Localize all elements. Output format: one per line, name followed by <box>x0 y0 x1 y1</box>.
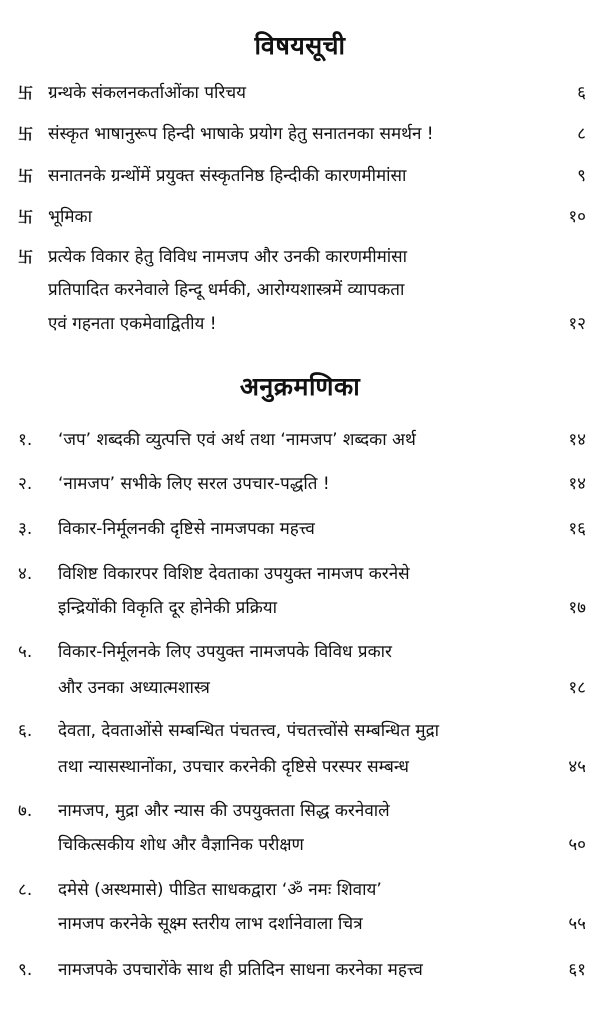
entry-text: दमेसे (अस्थमासे) पीडित साधकद्वारा ‘ॐ नमः शिवाय’ <box>58 880 382 900</box>
index-title: अनुक्रमणिका <box>239 372 361 401</box>
contents-title: विषयसूची <box>254 31 346 60</box>
entry-number: ३. <box>18 519 33 539</box>
entry-text: नामजप करनेके सूक्ष्म स्तरीय लाभ दर्शानेवाला चित्र <box>58 914 363 934</box>
entry-text: प्रतिपादित करनेवाले हिन्दू धर्मकी, आरोग्यशास्त्रमें व्यापकता <box>48 280 405 300</box>
entry-page: १६ <box>568 519 586 539</box>
entry-page: १४ <box>568 474 586 494</box>
swastika-icon: 卐 <box>18 248 34 266</box>
entry-number: ६. <box>18 721 33 741</box>
entry-text: संस्कृत भाषानुरूप हिन्दी भाषाके प्रयोग हेतु सनातनका समर्थन ! <box>48 124 434 144</box>
entry-number: ७. <box>18 801 33 821</box>
entry-text: देवता, देवताओंसे सम्बन्धित पंचतत्त्व, पंचतत्त्वोंसे सम्बन्धित मुद्रा <box>58 721 440 741</box>
entry-text: सनातनके ग्रन्थोंमें प्रयुक्त संस्कृतनिष्ठ हिन्दीकी कारणमीमांसा <box>48 166 407 186</box>
entry-text: ‘जप’ शब्दकी व्युत्पत्ति एवं अर्थ तथा ‘नामजप’ शब्दका अर्थ <box>58 430 416 450</box>
entry-text: विकार-निर्मूलनकी दृष्टिसे नामजपका महत्त्व <box>58 519 315 539</box>
swastika-icon: 卐 <box>18 125 34 143</box>
entry-text: ‘नामजप’ सभीके लिए सरल उपचार-पद्धति ! <box>58 474 330 494</box>
entry-text: तथा न्यासस्थानोंका, उपचार करनेकी दृष्टिसे परस्पर सम्बन्ध <box>58 757 409 777</box>
entry-page: ५० <box>568 835 586 855</box>
entry-number: ९. <box>18 960 33 980</box>
entry-text: नामजपके उपचारोंके साथ ही प्रतिदिन साधना करनेका महत्त्व <box>58 960 423 980</box>
swastika-icon: 卐 <box>18 208 34 226</box>
entry-page: १० <box>568 207 586 227</box>
entry-text: इन्द्रियोंकी विकृति दूर होनेकी प्रक्रिया <box>58 598 278 618</box>
entry-page: ६१ <box>568 960 586 980</box>
entry-number: ५. <box>18 642 33 662</box>
entry-text: नामजप, मुद्रा और न्यास की उपयुक्तता सिद्ध करनेवाले <box>58 801 390 821</box>
swastika-icon: 卐 <box>18 167 34 185</box>
entry-page: १७ <box>568 598 586 618</box>
entry-page: ८ <box>577 124 586 144</box>
entry-text: और उनका अध्यात्मशास्त्र <box>58 678 210 698</box>
entry-page: ४५ <box>568 757 586 777</box>
entry-page: ६ <box>577 83 586 103</box>
entry-page: ५५ <box>568 914 586 934</box>
entry-page: १२ <box>568 314 586 334</box>
entry-page: १४ <box>568 430 586 450</box>
entry-text: भूमिका <box>48 207 92 227</box>
entry-page: ९ <box>577 166 586 186</box>
entry-number: ४. <box>18 564 33 584</box>
entry-text: प्रत्येक विकार हेतु विविध नामजप और उनकी कारणमीमांसा <box>48 247 408 267</box>
entry-text: विकार-निर्मूलनके लिए उपयुक्त नामजपके विविध प्रकार <box>58 642 392 662</box>
entry-text: एवं गहनता एकमेवाद्वितीय ! <box>48 314 217 334</box>
entry-text: ग्रन्थके संकलनकर्ताओंका परिचय <box>48 83 247 103</box>
entry-number: ८. <box>18 880 33 900</box>
entry-page: १८ <box>568 678 586 698</box>
swastika-icon: 卐 <box>18 84 34 102</box>
entry-number: १. <box>18 430 33 450</box>
entry-text: विशिष्ट विकारपर विशिष्ट देवताका उपयुक्त नामजप करनेसे <box>58 564 410 584</box>
entry-text: चिकित्सकीय शोध और वैज्ञानिक परीक्षण <box>58 835 304 855</box>
entry-number: २. <box>18 474 33 494</box>
